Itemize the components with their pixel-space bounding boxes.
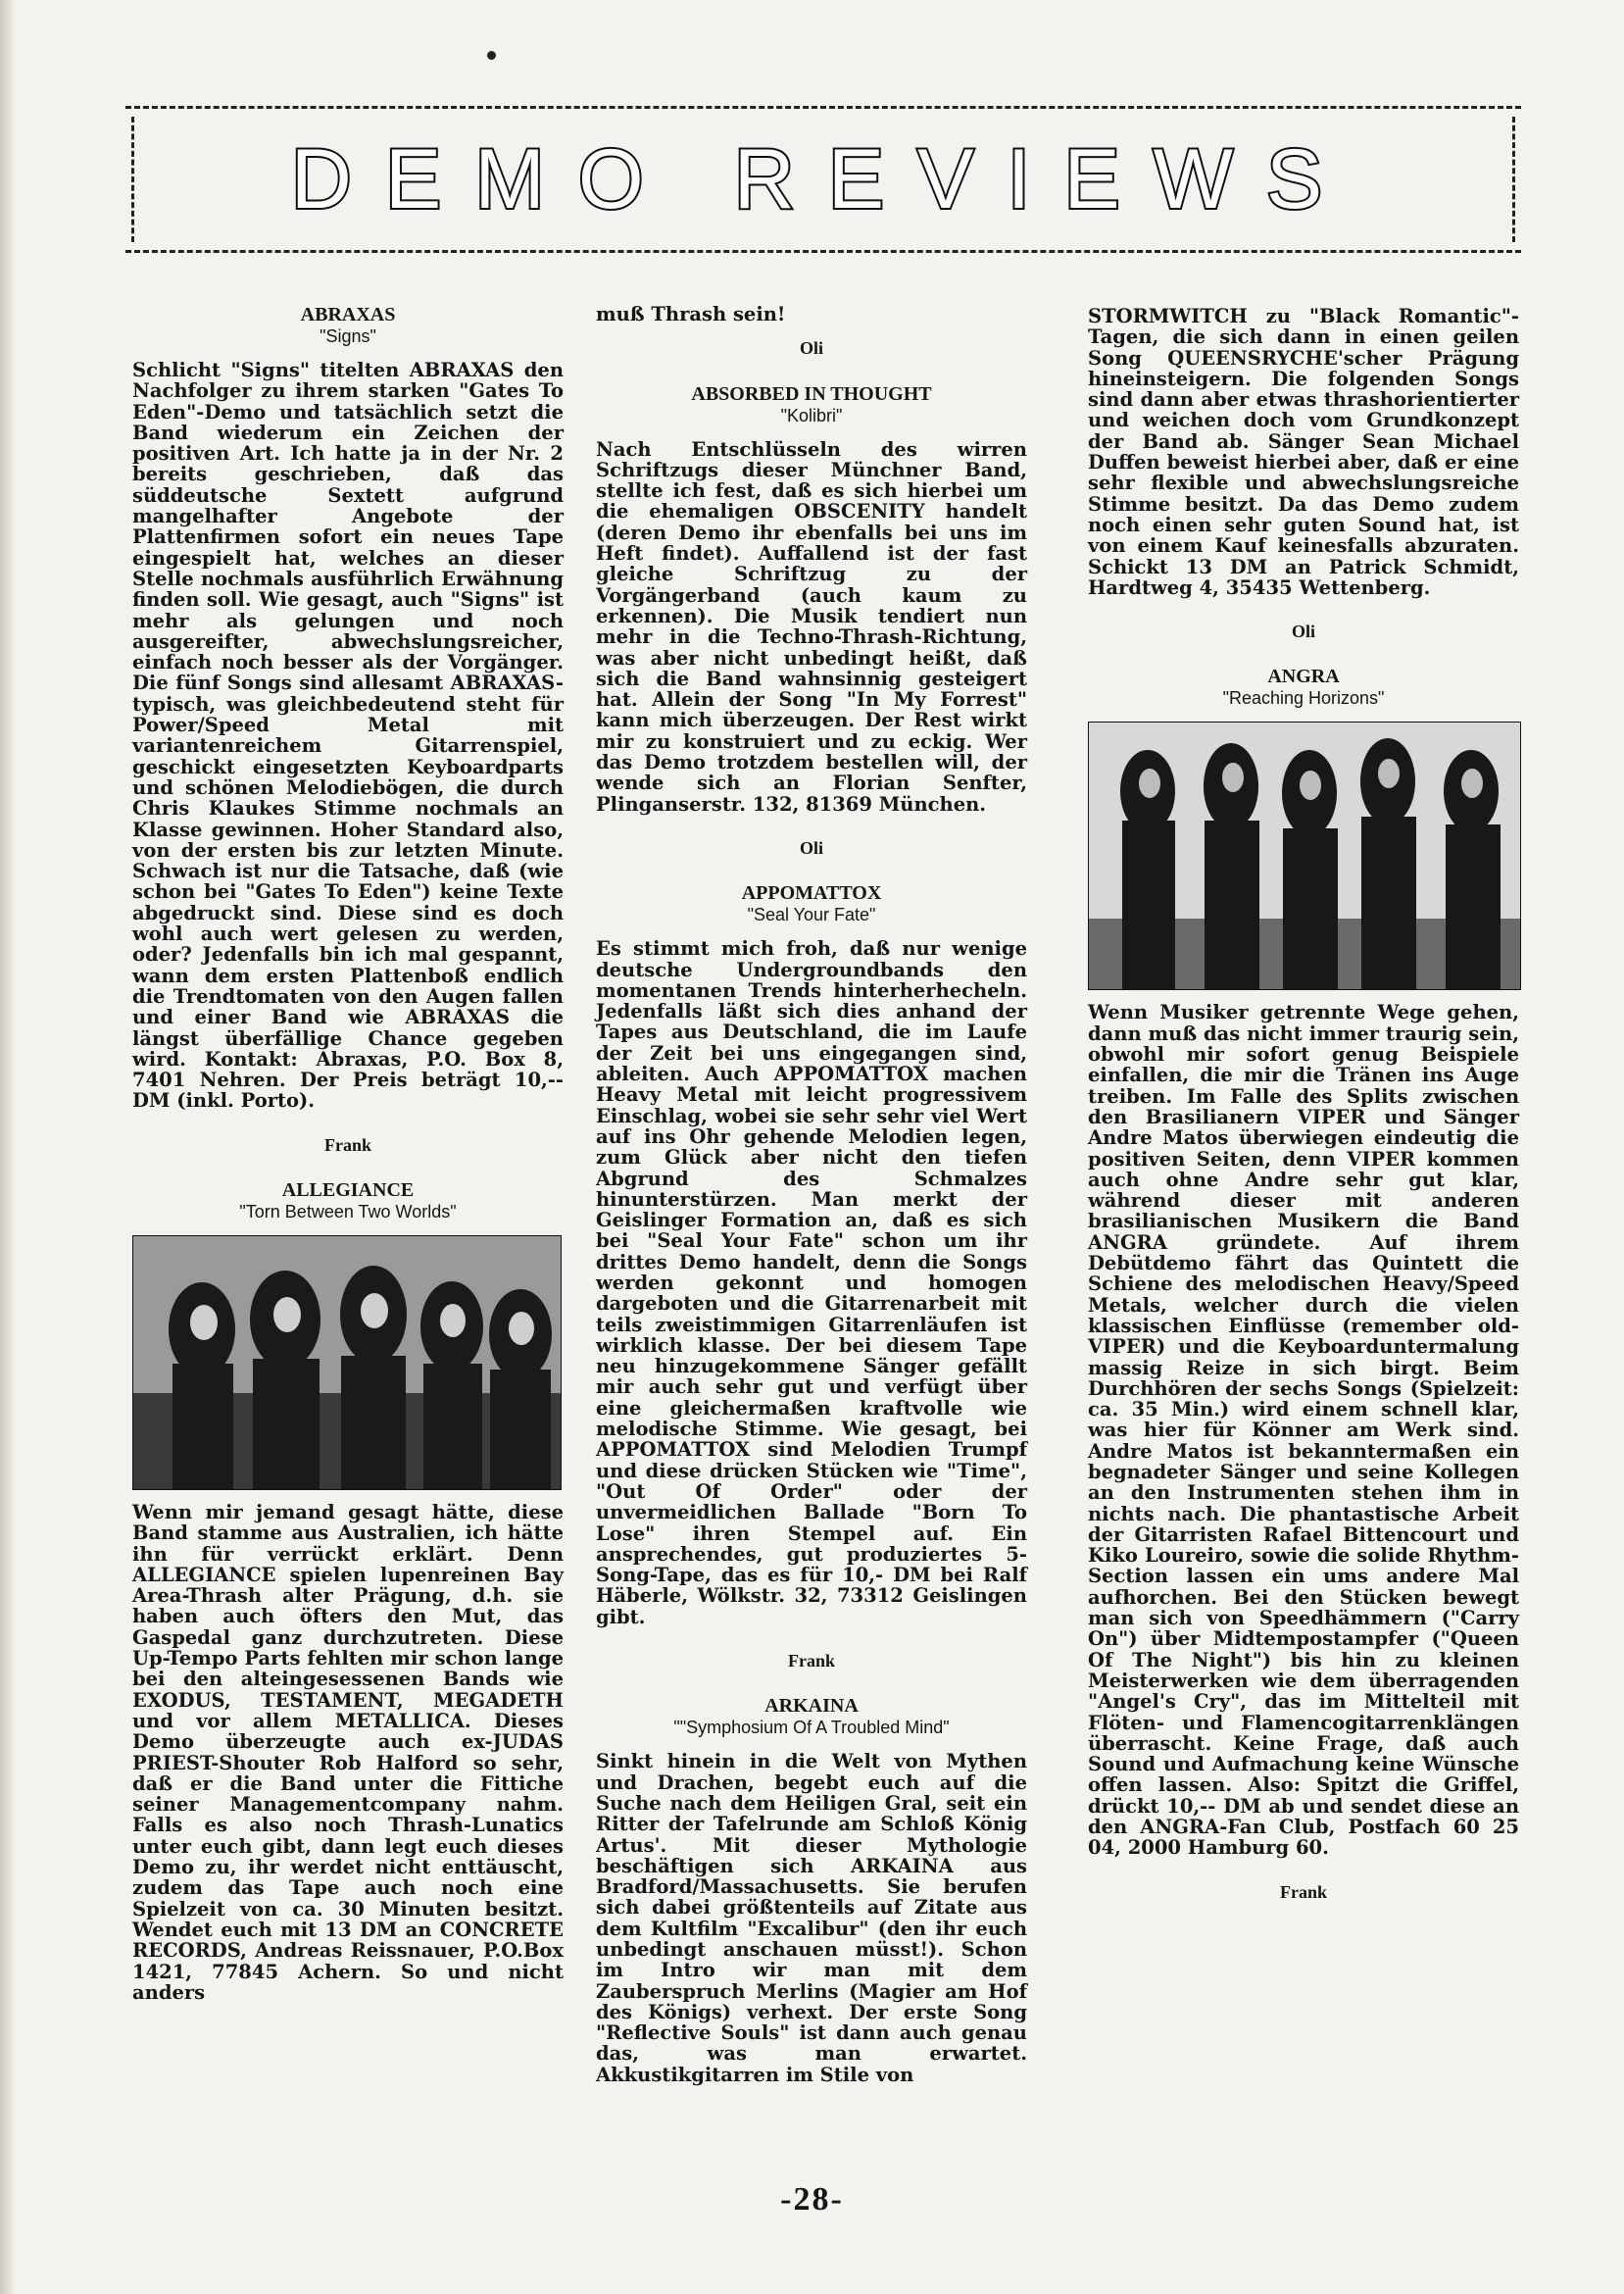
column-right — [1088, 306, 1519, 1926]
review-text-abraxas: Schlicht "Signs" titelten ABRAXAS den Nachfolger zu ihrem starken "Gates To Eden"-Demo und tatsächlich setzt die Band wiederum ein Zeichen der positiven Art. Ich hatte ja in der Nr. 2 bereits geschrieben, daß das süddeutsche Sextett aufgrund mangelhafter Angebote der Plattenfirmen sofort ein neues Tape eingespielt hat, welches an dieser Stelle nochmals ausführlich Erwähnung finden soll. Wie gesagt, auch "Signs" ist mehr als gelungen und noch ausgereifter, abwechslungsreicher, einfach noch besser als der Vorgänger. Die fünf Songs sind allesamt ABRAXAS-typisch, was gleichbedeutend steht für Power/Speed Metal mit variantenreichem Gitarrenspiel, geschickt eingesetzten Keyboardparts und schönen Melodiebögen, die durch Chris Klaukes Stimme nochmals an Klasse gewinnen. Hoher Standard also, von der ersten bis zur letzten Minute. Schwach ist nur die Tatsache, daß (wie schon bei "Gates To Eden") keine Texte abgedruckt sind. Diese sind es doch wohl auch wert gelesen zu werden, oder? Jedenfalls bin ich mal gespannt, wann dem ersten Plattenboß endlich die Trendtomaten von den Augen fallen und einer Band wie ABRAXAS die längst überfällige Chance gegeben wird. Kontakt: Abraxas, P.O. Box 8, 7401 Nehren. Der Preis beträgt 10,-- DM (inkl. Porto). — [132, 359, 564, 1113]
review-title-absorbed: ABSORBED IN THOUGHT — [691, 382, 932, 405]
review-subtitle-abraxas: "Signs" — [320, 326, 376, 346]
review-author-abraxas: Frank — [323, 1134, 371, 1155]
review-text-arkaina: Sinkt hinein in die Welt von Mythen und Drachen, begebt euch auf die Suche nach dem Heiligen Gral, seit ein Ritter der Tafelrunde am Schloß König Artus'. Mit dieser Mythologie beschäftigen sich ARKAINA aus Bradford/Massachusetts. Sie berufen sich dabei größtenteils auf Zitate aus dem Kultfilm "Excalibur" (den ihr euch unbedingt anschauen müsst!). Schon im Intro wir man mit dem Zauberspruch Merlins (Magier am Hof des Königs) verhext. Der erste Song "Reflective Souls" ist dann auch genau das, was man erwartet. Akkustikgitarren im Stile von — [596, 1750, 1027, 2086]
column-middle — [596, 304, 1027, 2085]
review-title-arkaina: ARKAINA — [764, 1695, 859, 1718]
page-spine-shadow — [0, 0, 16, 2294]
column-left — [132, 304, 564, 2003]
review-author-absorbed: Oli — [799, 837, 823, 858]
review-subtitle-arkaina: ""Symphosium Of A Troubled Mind" — [673, 1718, 950, 1738]
page-title: DEMO REVIEWS — [290, 131, 1356, 226]
band-photo-allegiance — [132, 1235, 562, 1490]
review-title-appomattox: APPOMATTOX — [741, 882, 882, 905]
review-text-absorbed: Nach Entschlüsseln des wirren Schriftzugs dieser Münchner Band, stellte ich fest, daß es sich hierbei um die ehemaligen OBSCENITY handelt (deren Demo ihr ebenfalls bei uns im Heft findet). Auffallend ist der fast gleiche Schriftzug zu der Vorgängerband (auch kaum zu erkennen). Die Musik tendiert nun mehr in die Techno-Thrash-Richtung, was aber nicht unbedingt heißt, daß sich die Band wahnsinnig gesteigert hat. Allein der Song "In My Forrest" kann mich überzeugen. Der Rest wirkt mir zu konstruiert und zu eckig. Wer das Demo trotzdem bestellen will, der wende sich an Florian Senfter, Plinganserstr. 132, 81369 München. — [596, 437, 1027, 816]
header-inner — [157, 130, 1490, 228]
review-text-allegiance: Wenn mir jemand gesagt hätte, diese Band stamme aus Australien, ich hätte ihn für verrückt erklärt. Denn ALLEGIANCE spielen lupenreinen Bay Area-Thrash alter Prägung, d.h. sie haben auch öfters den Mut, das Gaspedal ganz durchzutreten. Diese Up-Tempo Parts fehlten mir schon lange bei den alteingesessenen Bands wie EXODUS, TESTAMENT, MEGADETH und vor allem METALLICA. Dieses Demo überzeugte auch ex-JUDAS PRIEST-Shouter Rob Halford so sehr, daß er die Band unter die Fittiche seiner Managementcompany nahm. Falls es also noch Thrash-Lunatics unter euch gibt, dann legt euch dieses Demo zu, ihr werdet nicht enttäuscht, zudem das Tape auch noch eine Spielzeit von ca. 30 Minuten besitzt. Wendet euch mit 13 DM an CONCRETE RECORDS, Andreas Reissnauer, P.O.Box 1421, 77845 Achern. So und nicht anders — [132, 1500, 564, 2004]
review-title-allegiance: ALLEGIANCE — [281, 1178, 415, 1201]
review-subtitle-absorbed: "Kolibri" — [780, 405, 843, 425]
review-title-abraxas: ABRAXAS — [300, 304, 396, 325]
review-title-angra: ANGRA — [1267, 666, 1340, 688]
review-author-allegiance: Oli — [799, 338, 823, 359]
header-banner — [125, 106, 1521, 253]
review-subtitle-appomattox: "Seal Your Fate" — [747, 905, 876, 925]
review-author-appomattox: Frank — [787, 1651, 835, 1671]
band-photo-angra — [1088, 722, 1521, 990]
review-author-arkaina: Oli — [1291, 622, 1315, 642]
review-continuation-arkaina: STORMWITCH zu "Black Romantic"-Tagen, die sich dann in einen geilen Song QUEENSRYCHE'scher Prägung hineinsteigern. Die folgenden Songs sind dann aber etwas thrashorientierter und weichen doch vom Grundkonzept der Band ab. Sänger Sean Michael Duffen beweist hierbei aber, daß er eine sehr flexible und abwechslungsreiche Stimme besitzt. Da das Demo zudem noch einen sehr guten Sound hat, ist von einem Kauf keinesfalls abzuraten. Schickt 13 DM an Patrick Schmidt, Hardtweg 4, 35435 Wettenberg. — [1088, 305, 1519, 599]
dot-mark — [487, 51, 496, 60]
review-continuation-allegiance: muß Thrash sein! — [596, 303, 786, 325]
review-text-angra: Wenn Musiker getrennte Wege gehen, dann muß das nicht immer traurig sein, obwohl mir sofort genug Beispiele einfallen, die mir die Tränen ins Auge treiben. Im Falle des Splits zwischen den Brasilianern VIPER und Sänger Andre Matos überwiegen eindeutig die positiven Seiten, denn VIPER kommen auch ohne Andre sehr gut klar, während dieser mit anderen brasilianischen Musikern die Band ANGRA gründete. Auf ihrem Debütdemo fährt das Quintett die Schiene des melodischen Heavy/Speed Metals, welcher durch die vielen klassischen Einflüsse (remember old-VIPER) und die Keyboarduntermalung massig Reize in sich birgt. Beim Durchhören der sechs Songs (Spielzeit: ca. 35 Min.) wird einem schnell klar, was hier für Könner am Werk sind. Andre Matos ist bekanntermaßen ein begnadeter Sänger und seine Kollegen an den Instrumenten stehen ihm in nichts nach. Die phantastische Arbeit der Gitarristen Rafael Bittencourt und Kiko Loureiro, sowie die solide Rhythm-Section lassen ein ums andere Mal aufhorchen. Bei den Stücken bewegt man sich von Speedhämmern ("Carry On") über Midtempostampfer ("Queen Of The Night") bis hin zu kleinen Meisterwerken wie dem überragenden "Angel's Cry", das im Mittelteil mit Flöten- und Flamencogitarrenklängen überrascht. Keine Frage, daß auch Sound und Aufmachung keine Wünsche offen lassen. Also: Spitzt die Griffel, drückt 10,-- DM ab und sendet diese an den ANGRA-Fan Club, Postfach 60 25 04, 2000 Hamburg 60. — [1088, 1001, 1519, 1860]
review-subtitle-angra: "Reaching Horizons" — [1222, 688, 1385, 709]
review-text-appomattox: Es stimmt mich froh, daß nur wenige deutsche Undergroundbands den momentanen Trends hinterherhecheln. Jedenfalls läßt sich dies anhand der Tapes aus Deutschland, die im Laufe der Zeit bei uns eingegangen sind, ableiten. Auch APPOMATTOX machen Heavy Metal mit leicht progressivem Einschlag, wobei sie sehr sehr viel Wert auf ins Ohr gehende Melodien legen, zum Glück aber nicht den tiefen Abgrund des Schmalzes hinunterstürzen. Man merkt der Geislinger Formation an, daß es sich bei "Seal Your Fate" schon um ihr drittes Demo handelt, denn die Songs werden gekonnt und homogen dargeboten und die Gitarrenarbeit mit teils zweistimmigen Gitarrenläufen ist wirklich klasse. Der bei diesem Tape neu hinzugekommene Sänger gefällt mir auch sehr gut und verfügt über eine gleichermaßen kraftvolle wie melodische Stimme. Wie gesagt, bei APPOMATTOX sind Melodien Trumpf und diese drücken Stücken wie "Time", "Out Of Order" oder der unvermeidlichen Ballade "Born To Lose" ihren Stempel auf. Ein ansprechendes, gut produziertes 5-Song-Tape, das es für 10,- DM bei Ralf Häberle, Wölkstr. 32, 73312 Geislingen gibt. — [596, 937, 1027, 1628]
review-subtitle-allegiance: "Torn Between Two Worlds" — [239, 1201, 457, 1222]
review-author-angra: Frank — [1279, 1881, 1327, 1902]
page-number: -28- — [780, 2181, 844, 2218]
